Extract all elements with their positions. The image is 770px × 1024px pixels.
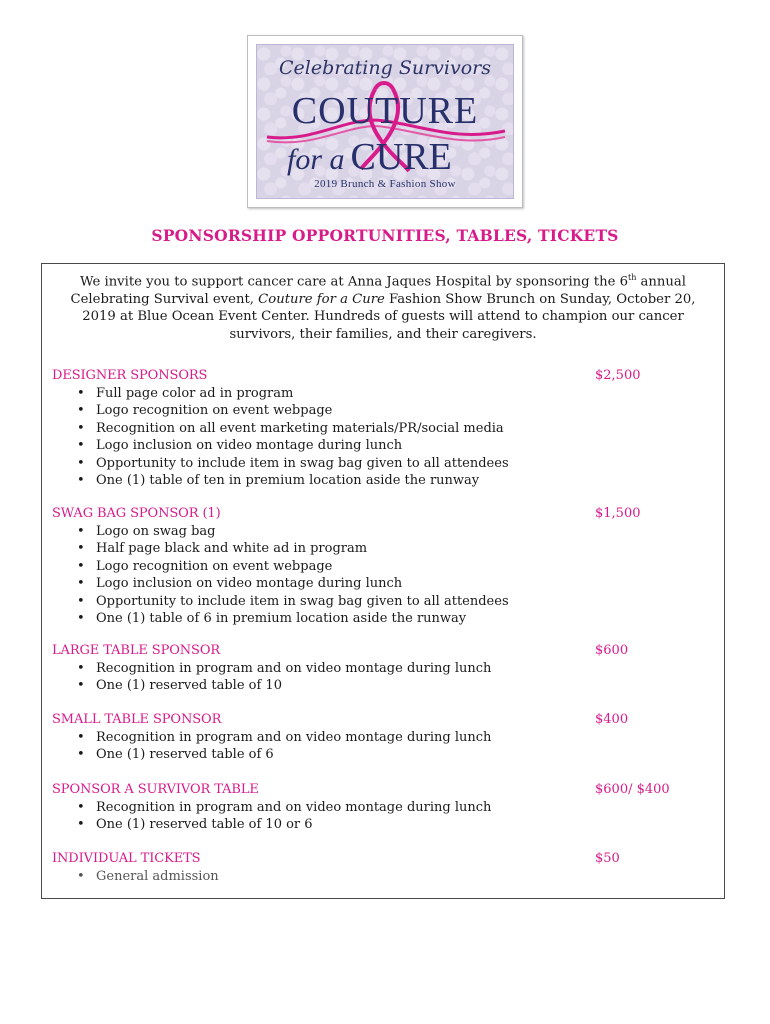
benefit-list: [52, 729, 714, 764]
benefit-text: One (1) reserved table of 6: [96, 747, 274, 763]
benefit-item: [52, 746, 714, 763]
benefit-text: Half page black and white ad in program: [96, 541, 368, 557]
benefit-text: Logo recognition on event webpage: [96, 558, 333, 574]
bullet-icon: •: [77, 593, 85, 609]
benefit-item: [52, 610, 714, 627]
sponsor-section: [52, 782, 714, 834]
benefit-item: [52, 455, 714, 472]
benefit-item: [52, 420, 714, 437]
section-title: DESIGNER SPONSORS: [52, 368, 208, 383]
benefit-item: [52, 437, 714, 454]
intro-paragraph: [56, 269, 710, 343]
benefit-text: Full page color ad in program: [96, 386, 294, 401]
benefit-item: [52, 816, 714, 833]
section-title: SMALL TABLE SPONSOR: [52, 712, 222, 727]
intro-text-1: We invite you to support cancer care at Anna Jaques Hospital by sponsoring the 6: [80, 274, 628, 290]
benefit-list: [52, 385, 714, 489]
section-header: [52, 851, 714, 868]
logo-background: [256, 44, 514, 199]
bullet-icon: •: [77, 661, 85, 676]
section-price: $600/ $400: [595, 782, 670, 797]
benefit-text: Recognition in program and on video montage during lunch: [96, 661, 492, 676]
benefit-list: [52, 799, 714, 834]
benefit-text: Logo inclusion on video montage during lunch: [96, 576, 403, 592]
bullet-icon: •: [77, 420, 85, 436]
benefit-list: [52, 523, 714, 627]
benefit-item: [52, 575, 714, 592]
bullet-icon: •: [77, 524, 85, 539]
benefit-text: Logo on swag bag: [96, 524, 216, 539]
bullet-icon: •: [77, 403, 85, 419]
benefit-text: Recognition in program and on video montage during lunch: [96, 730, 492, 745]
sponsorship-box: [41, 263, 725, 899]
logo-cure: CURE: [350, 136, 452, 178]
bullet-icon: •: [77, 678, 85, 694]
sponsor-section: [52, 368, 714, 489]
benefit-text: Logo inclusion on video montage during lunch: [96, 438, 403, 454]
benefit-text: One (1) reserved table of 10: [96, 678, 282, 694]
section-header: [52, 712, 714, 729]
event-logo: [247, 35, 523, 208]
benefit-text: Opportunity to include item in swag bag given to all attendees: [96, 593, 509, 609]
bullet-icon: •: [77, 817, 85, 833]
intro-event-name: Couture for a Cure: [258, 291, 385, 307]
bullet-icon: •: [77, 438, 85, 454]
bullet-icon: •: [77, 611, 85, 627]
logo-caption: 2019 Brunch & Fashion Show: [314, 178, 456, 190]
benefit-item: [52, 523, 714, 540]
intro-sup: th: [627, 273, 637, 282]
intro-text-3: Fashion Show Brunch on Sunday, October 20, 2019 at Blue Ocean Event Center. Hundreds of guests will attend to champion our cancer survivors, their families, and their caregivers.: [82, 291, 696, 342]
benefit-item: [52, 729, 714, 746]
sponsor-section: [52, 506, 714, 627]
bullet-icon: •: [77, 730, 85, 745]
benefit-list: [52, 868, 714, 885]
benefit-text: General admission: [96, 869, 219, 884]
logo-for-a-cure: [287, 135, 452, 179]
benefit-text: One (1) reserved table of 10 or 6: [96, 817, 313, 833]
bullet-icon: •: [77, 576, 85, 592]
section-header: [52, 506, 714, 523]
section-price: $50: [595, 851, 620, 866]
section-price: $600: [595, 643, 629, 658]
benefit-text: Recognition on all event marketing materials/PR/social media: [96, 420, 504, 436]
sponsor-section: [52, 712, 714, 764]
section-price: $400: [595, 712, 629, 727]
logo-couture: COUTURE: [291, 90, 479, 132]
benefit-text: Opportunity to include item in swag bag given to all attendees: [96, 455, 509, 471]
benefit-item: [52, 472, 714, 489]
benefit-text: One (1) table of ten in premium location aside the runway: [96, 473, 480, 489]
section-title: INDIVIDUAL TICKETS: [52, 851, 201, 866]
logo-script-line: Celebrating Survivors: [279, 57, 491, 79]
section-title: LARGE TABLE SPONSOR: [52, 643, 221, 658]
logo-for-a: for a: [287, 143, 345, 176]
benefit-item: [52, 660, 714, 677]
benefit-item: [52, 677, 714, 694]
benefit-item: [52, 593, 714, 610]
benefit-item: [52, 402, 714, 419]
section-price: $1,500: [595, 506, 641, 521]
section-header: [52, 368, 714, 385]
benefit-item: [52, 558, 714, 575]
intro-text-2: annual Celebrating Survival event,: [70, 274, 686, 307]
benefit-text: Logo recognition on event webpage: [96, 403, 333, 419]
benefit-item: [52, 385, 714, 402]
benefit-item: [52, 868, 714, 885]
bullet-icon: •: [77, 541, 85, 557]
benefit-item: [52, 540, 714, 557]
benefit-text: One (1) table of 6 in premium location aside the runway: [96, 611, 467, 627]
sponsor-section: [52, 643, 714, 695]
benefit-item: [52, 799, 714, 816]
bullet-icon: •: [77, 869, 85, 884]
sponsor-section: [52, 851, 714, 885]
section-header: [52, 782, 714, 799]
page-title: SPONSORSHIP OPPORTUNITIES, TABLES, TICKETS: [151, 226, 619, 245]
section-title: SPONSOR A SURVIVOR TABLE: [52, 782, 259, 797]
bullet-icon: •: [77, 558, 85, 574]
benefit-list: [52, 660, 714, 695]
benefit-text: Recognition in program and on video montage during lunch: [96, 800, 492, 815]
bullet-icon: •: [77, 386, 85, 401]
bullet-icon: •: [77, 800, 85, 815]
section-header: [52, 643, 714, 660]
bullet-icon: •: [77, 473, 85, 489]
bullet-icon: •: [77, 747, 85, 763]
bullet-icon: •: [77, 455, 85, 471]
section-title: SWAG BAG SPONSOR (1): [52, 506, 221, 521]
section-price: $2,500: [595, 368, 641, 383]
